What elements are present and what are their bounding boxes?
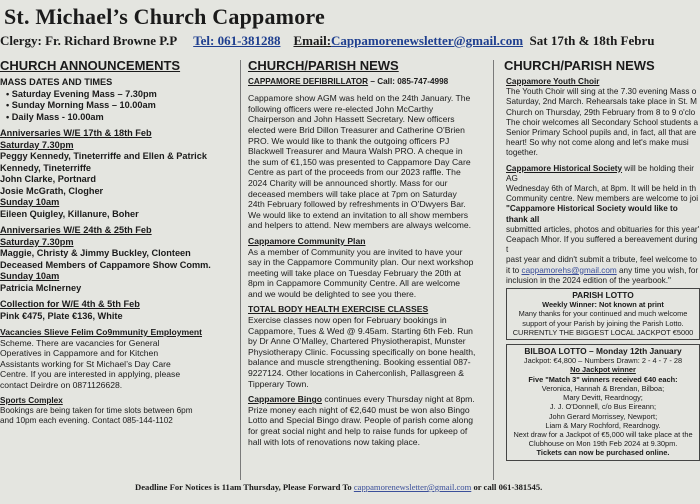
issue-date: Sat 17th & 18th Febru [529,33,655,48]
parish-news-column [248,58,486,482]
exercise-classes-line: 9227124. Other locations in Caherconlish, Pallasgreen & [248,368,464,379]
bingo-line: for great social night and help to raise funds for upkeep of [248,426,468,437]
column-divider [240,60,241,480]
agm-line: elected were Brid Dillon Treasurer and Catherine O’Brien [248,124,465,135]
email-link[interactable]: Cappamorenewsletter@gmail.com [331,33,524,48]
agm-line: 24th February followed by refreshments in O’Dwyers Bar. [248,199,466,210]
youth-choir-line: heart! So why not come along and let's make musi [506,138,689,148]
bilboa-lotto-line: Mary Devitt, Reardnogy; [563,393,643,403]
parish-news-column-right [500,58,700,482]
header [0,0,700,60]
bilboa-lotto-line: Veronica, Hannah & Brendan, Bilboa; [541,383,665,393]
agm-line: following officers were re-elected John McCarthy [248,103,434,114]
anniversaries-title: Anniversaries W/E 17th & 18th Feb [0,128,152,138]
anniversary-name: Kennedy, Tineterriffe [0,162,92,173]
parish-lotto-title: PARISH LOTTO [572,290,634,301]
historical-society-email-link[interactable]: cappamorehs@gmail.com [521,265,617,275]
youth-choir-line: Church on Thursday, 29th February from 8 to 9 o'clo [506,107,696,117]
bilboa-lotto-line: No Jackpot winner [570,365,636,375]
page-title: St. Michael’s Church Cappamore [4,4,325,29]
mass-time-item: • Saturday Evening Mass – 7.30pm [6,88,157,99]
collection-values: Pink €475, Plate €136, White [0,310,123,321]
parish-lotto-winner: Weekly Winner: Not known at print [542,300,664,310]
bilboa-lotto-line: Jackpot: €4,800 – Numbers Drawn: 2 - 4 - 7 - 28 [523,356,683,366]
vacancies-line: contact Deirdre on 0871126628. [0,379,123,390]
anniversaries-title: Anniversaries W/E 24th & 25th Feb [0,225,152,235]
bingo-line: Cappamore Bingo continues every Thursday night at 8pm. [248,394,475,405]
footer-deadline: Deadline For Notices is 11am Thursday, Please Forward To cappamorenewsletter@gmail.com or call 061-381545. [135,482,543,492]
announcements-heading: CHURCH ANNOUNCEMENTS [0,58,181,73]
historical-society-email-line: it to cappamorehs@gmail.com any time you wish, for [506,265,699,275]
bilboa-lotto-box [506,344,700,460]
clergy-name: Clergy: Fr. Richard Browne P.P [0,33,178,48]
sports-title: Sports Complex [0,395,63,405]
historical-society-line: Wednesday 6th of March, at 8pm. It will be held in th [506,184,697,194]
youth-choir-title: Cappamore Youth Choir [506,77,600,86]
anniversary-name: Deceased Members of Cappamore Show Comm. [0,259,211,270]
agm-line: and helpers to attend. New members are always welcome. [248,220,472,231]
youth-choir-line: together. [506,148,538,158]
historical-society-line: Cappamore Historical Society will be holding their AG [506,163,694,183]
community-plan-title: Cappamore Community Plan [248,235,366,246]
vacancies-line: Operatives in Cappamore and for Kitchen [0,348,159,359]
footer-email-link[interactable]: cappamorenewsletter@gmail.com [353,482,472,492]
youth-choir-line: The choir welcomes all Secondary School students a [506,117,699,127]
bilboa-lotto-line: J. J. O'Donnell, c/o Bus Eireann; [549,402,657,412]
mass-times-title: MASS DATES AND TIMES [0,77,113,87]
agm-line: 2024 Charity will be announced shortly. Mass for our [248,177,448,188]
agm-line: PRO. We would like to thank the outgoing officers PJ [248,135,450,146]
anniversary-name: Maggie, Christy & Jimmy Buckley, Clonteen [0,248,191,258]
mass-time-item: • Sunday Morning Mass – 10.00am [6,100,156,110]
collection-title: Collection for W/E 4th & 5th Feb [0,299,140,309]
parish-lotto-line: support of your Parish by joining the Parish Lotto. [522,318,684,328]
bilboa-lotto-line: Clubhouse on Mon 19th Feb 2024 at 9.30pm. [528,439,678,449]
defibrillator-line: CAPPAMORE DEFIBRILLATOR – Call: 085-747-4998 [248,77,449,86]
exercise-classes-line: Cappamore, Tues & Wed @ 9.45am. Starting 6th Feb. Run [248,325,473,336]
bilboa-lotto-line: Tickets can now be purchased online. [536,448,670,458]
historical-society-line: Community centre. New members are welcome to joi [506,194,699,204]
community-plan-line: say in the Cappamore Community plan. Our next workshop [248,257,474,268]
anniversary-time: Sunday 10am [0,197,60,207]
community-plan-line: As a member of Community you are invited to have your [248,246,463,257]
community-plan-line: meeting will take place on Tuesday February the 20th at [248,267,462,278]
sports-line: and 10pm each evening. Contact 085-144-1102 [0,415,173,425]
anniversary-time: Saturday 7.30pm [0,236,74,247]
agm-line: We would like to extend an invitation to all show members [248,209,469,220]
exercise-classes-line: Tipperary Town. [248,378,309,389]
announcements-column [0,58,236,482]
agm-line: Blackwell Treasurer and Maura Walsh PRO. A cheque in [248,146,463,157]
exercise-classes-line: by Dr Anne O’Malley, Chartered Physiotherapist, Munster [248,336,466,347]
bilboa-lotto-title: BILBOA LOTTO – Monday 12th January [524,346,682,357]
column-divider [493,60,494,480]
bilboa-lotto-line: Five "Match 3" winners received €40 each: [528,374,678,384]
historical-society-line: submitted articles, photos and obituaries for this year' [506,224,700,234]
anniversary-name: Josie McGrath, Clogher [0,185,104,196]
youth-choir-line: The Youth Choir will sing at the 7.30 evening Mass o [506,87,697,97]
anniversary-name: Peggy Kennedy, Tineterriffe and Ellen & Patrick [0,151,207,161]
historical-society-line: past year and didn't submit a tribute, feel welcome to [506,255,697,265]
parish-lotto-line: Many thanks for your continued and much welcome [518,309,688,319]
phone-link[interactable]: Tel: 061-381288 [193,33,281,48]
mass-time-item: • Daily Mass - 10.00am [6,111,104,122]
exercise-classes-line: balance and muscle strengthening. Booking essential 087- [248,357,471,368]
anniversary-name: Patricia McInerney [0,282,82,293]
youth-choir-line: Senior Primary School pupils and, in fact, all that are [506,128,697,138]
historical-society-line: inclusion in the 2024 edition of the yearbook." [506,275,671,285]
sports-line: Bookings are being taken for time slots between 6pm [0,405,193,415]
bilboa-lotto-line: Next draw for a Jackpot of €5,000 will take place at the [513,429,693,439]
anniversary-name: John Clarke, Portnard [0,174,96,184]
parish-news-heading: CHURCH/PARISH NEWS [248,58,399,73]
historical-society-line: Ceapach Mhor. If you suffered a bereavement during t [506,235,698,255]
bingo-line: Prize money each night of €2,640 must be won also Bingo [248,404,470,415]
community-plan-line: 8pm in Cappamore Community Centre. All are welcome [248,278,461,289]
email-label: Email: [293,33,332,48]
historical-society-quote: "Cappamore Historical Society would like to thank all [506,204,678,224]
parish-lotto-box [506,288,700,340]
vacancies-line: Assistants working for St Michael’s Day Care [0,358,171,369]
agm-line: Cappamore show AGM was held on the 24th January. The [248,93,471,104]
clergy-line [0,33,655,49]
youth-choir-line: Saturday, 2nd March. Rehearsals take place in St. M [506,97,697,107]
anniversary-time: Saturday 7.30pm [0,139,74,150]
bilboa-lotto-line: Liam & Mary Rochford, Reardnogy. [545,420,661,430]
community-plan-line: and we would be delighted to see you there. [248,288,417,299]
agm-line: the sum of €1,150 was presented to Cappamore Day Care [248,156,471,167]
vacancies-line: Scheme. There are vacancies for General [0,337,160,348]
vacancies-line: Centre. If you are interested in applying, please [0,369,181,380]
bingo-line: Lotto and Special Bingo draw. People of parish come along [248,415,474,426]
exercise-classes-title: TOTAL BODY HEALTH EXERCISE CLASSES [248,304,429,315]
agm-line: deceased members will take place at 7pm on Saturday [248,188,457,199]
bingo-line: hall with lots of renovations now taking place. [248,436,420,447]
exercise-classes-line: Physiotherapy Clinic. Focussing specifically on bone health, [248,346,476,357]
vacancies-title: Vacancies Slieve Felim Co9mmunity Employment [0,327,203,337]
bilboa-lotto-line: John Gerard Morrissey, Newport; [548,411,658,421]
anniversary-name: Eileen Quigley, Killanure, Boher [0,208,139,219]
parish-news-heading-right: CHURCH/PARISH NEWS [504,58,655,73]
parish-lotto-line: CURRENTLY THE BIGGEST LOCAL JACKPOT €5000 [512,327,694,337]
anniversary-time: Sunday 10am [0,271,60,281]
agm-line: Centre as part of the proceeds from our 2023 raffle. The [248,167,461,178]
exercise-classes-line: Exercise classes now open for February bookings in [248,315,447,326]
agm-line: Chairperson and John Hassett Secretary. New officers [248,114,455,125]
